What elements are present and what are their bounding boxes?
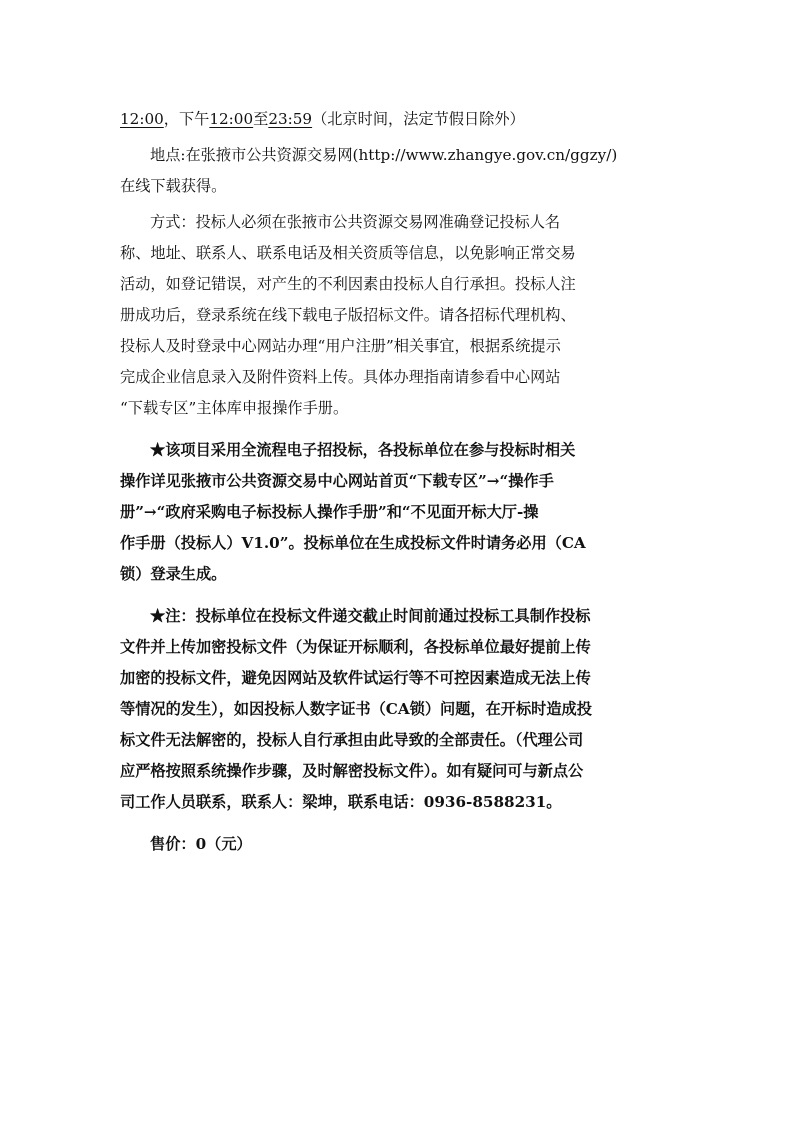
encryption-notice xyxy=(120,601,683,818)
time-range-line xyxy=(120,104,683,135)
notice1-line: ★该项目采用全流程电子招投标，各投标单位在参与投标时相关 xyxy=(150,441,576,459)
notice1-line: 操作详见张掖市公共资源交易中心网站首页“下载专区”→“操作手 xyxy=(120,472,554,490)
price-line: 售价：0（元） xyxy=(150,835,252,853)
notice2-line: 等情况的发生），如因投标人数字证书（CA锁）问题，在开标时造成投 xyxy=(120,700,592,718)
notice1-line: 锁）登录生成。 xyxy=(120,565,227,583)
time-afternoon-start: 12:00 xyxy=(209,110,254,128)
notice2-line: 应严格按照系统操作步骤，及时解密投标文件）。如有疑问可与新点公 xyxy=(120,762,584,780)
notice2-line: 文件并上传加密投标文件（为保证开标顺利，各投标单位最好提前上传 xyxy=(120,638,591,656)
notice1-line: 册”→“政府采购电子标投标人操作手册”和“不见面开标大厅-操 xyxy=(120,503,539,521)
method-line: 方式：投标人必须在张掖市公共资源交易网准确登记投标人名 xyxy=(150,213,561,231)
method-line: 完成企业信息录入及附件资料上传。具体办理指南请参看中心网站 xyxy=(120,368,561,386)
notice2-line: 加密的投标文件，避免因网站及软件试运行等不可控因素造成无法上传 xyxy=(120,669,591,687)
time-sep-to: 至 xyxy=(253,110,269,128)
time-start: 12:00 xyxy=(120,110,164,128)
location-line-1: 地点:在张掖市公共资源交易网(http://www.zhangye.gov.cn/ggzy/) xyxy=(150,146,618,164)
time-note: （北京时间，法定节假日除外） xyxy=(312,110,525,128)
method-line: 投标人及时登录中心网站办理“用户注册”相关事宜，根据系统提示 xyxy=(120,337,561,355)
notice2-line: ★注：投标单位在投标文件递交截止时间前通过投标工具制作投标 xyxy=(150,607,591,625)
method-line: 活动，如登记错误，对产生的不利因素由投标人自行承担。投标人注 xyxy=(120,275,576,293)
method-line: 称、地址、联系人、联系电话及相关资质等信息，以免影响正常交易 xyxy=(120,244,576,262)
method-line: 册成功后，登录系统在线下载电子版招标文件。请各招标代理机构、 xyxy=(120,306,576,324)
notice2-line: 司工作人员联系，联系人：梁坤，联系电话：0936-8588231。 xyxy=(120,793,562,811)
notice2-line: 标文件无法解密的，投标人自行承担由此导致的全部责任。（代理公司 xyxy=(120,731,584,749)
time-sep-afternoon: ，下午 xyxy=(163,110,210,128)
notice1-line: 作手册（投标人）V1.0”。投标单位在生成投标文件时请务必用（CA xyxy=(120,534,586,552)
time-end: 23:59 xyxy=(268,110,313,128)
electronic-bidding-notice xyxy=(120,435,683,590)
method-paragraph xyxy=(120,207,683,424)
location-line-2: 在线下载获得。 xyxy=(120,177,227,195)
method-line: “下载专区”主体库申报操作手册。 xyxy=(120,399,349,417)
